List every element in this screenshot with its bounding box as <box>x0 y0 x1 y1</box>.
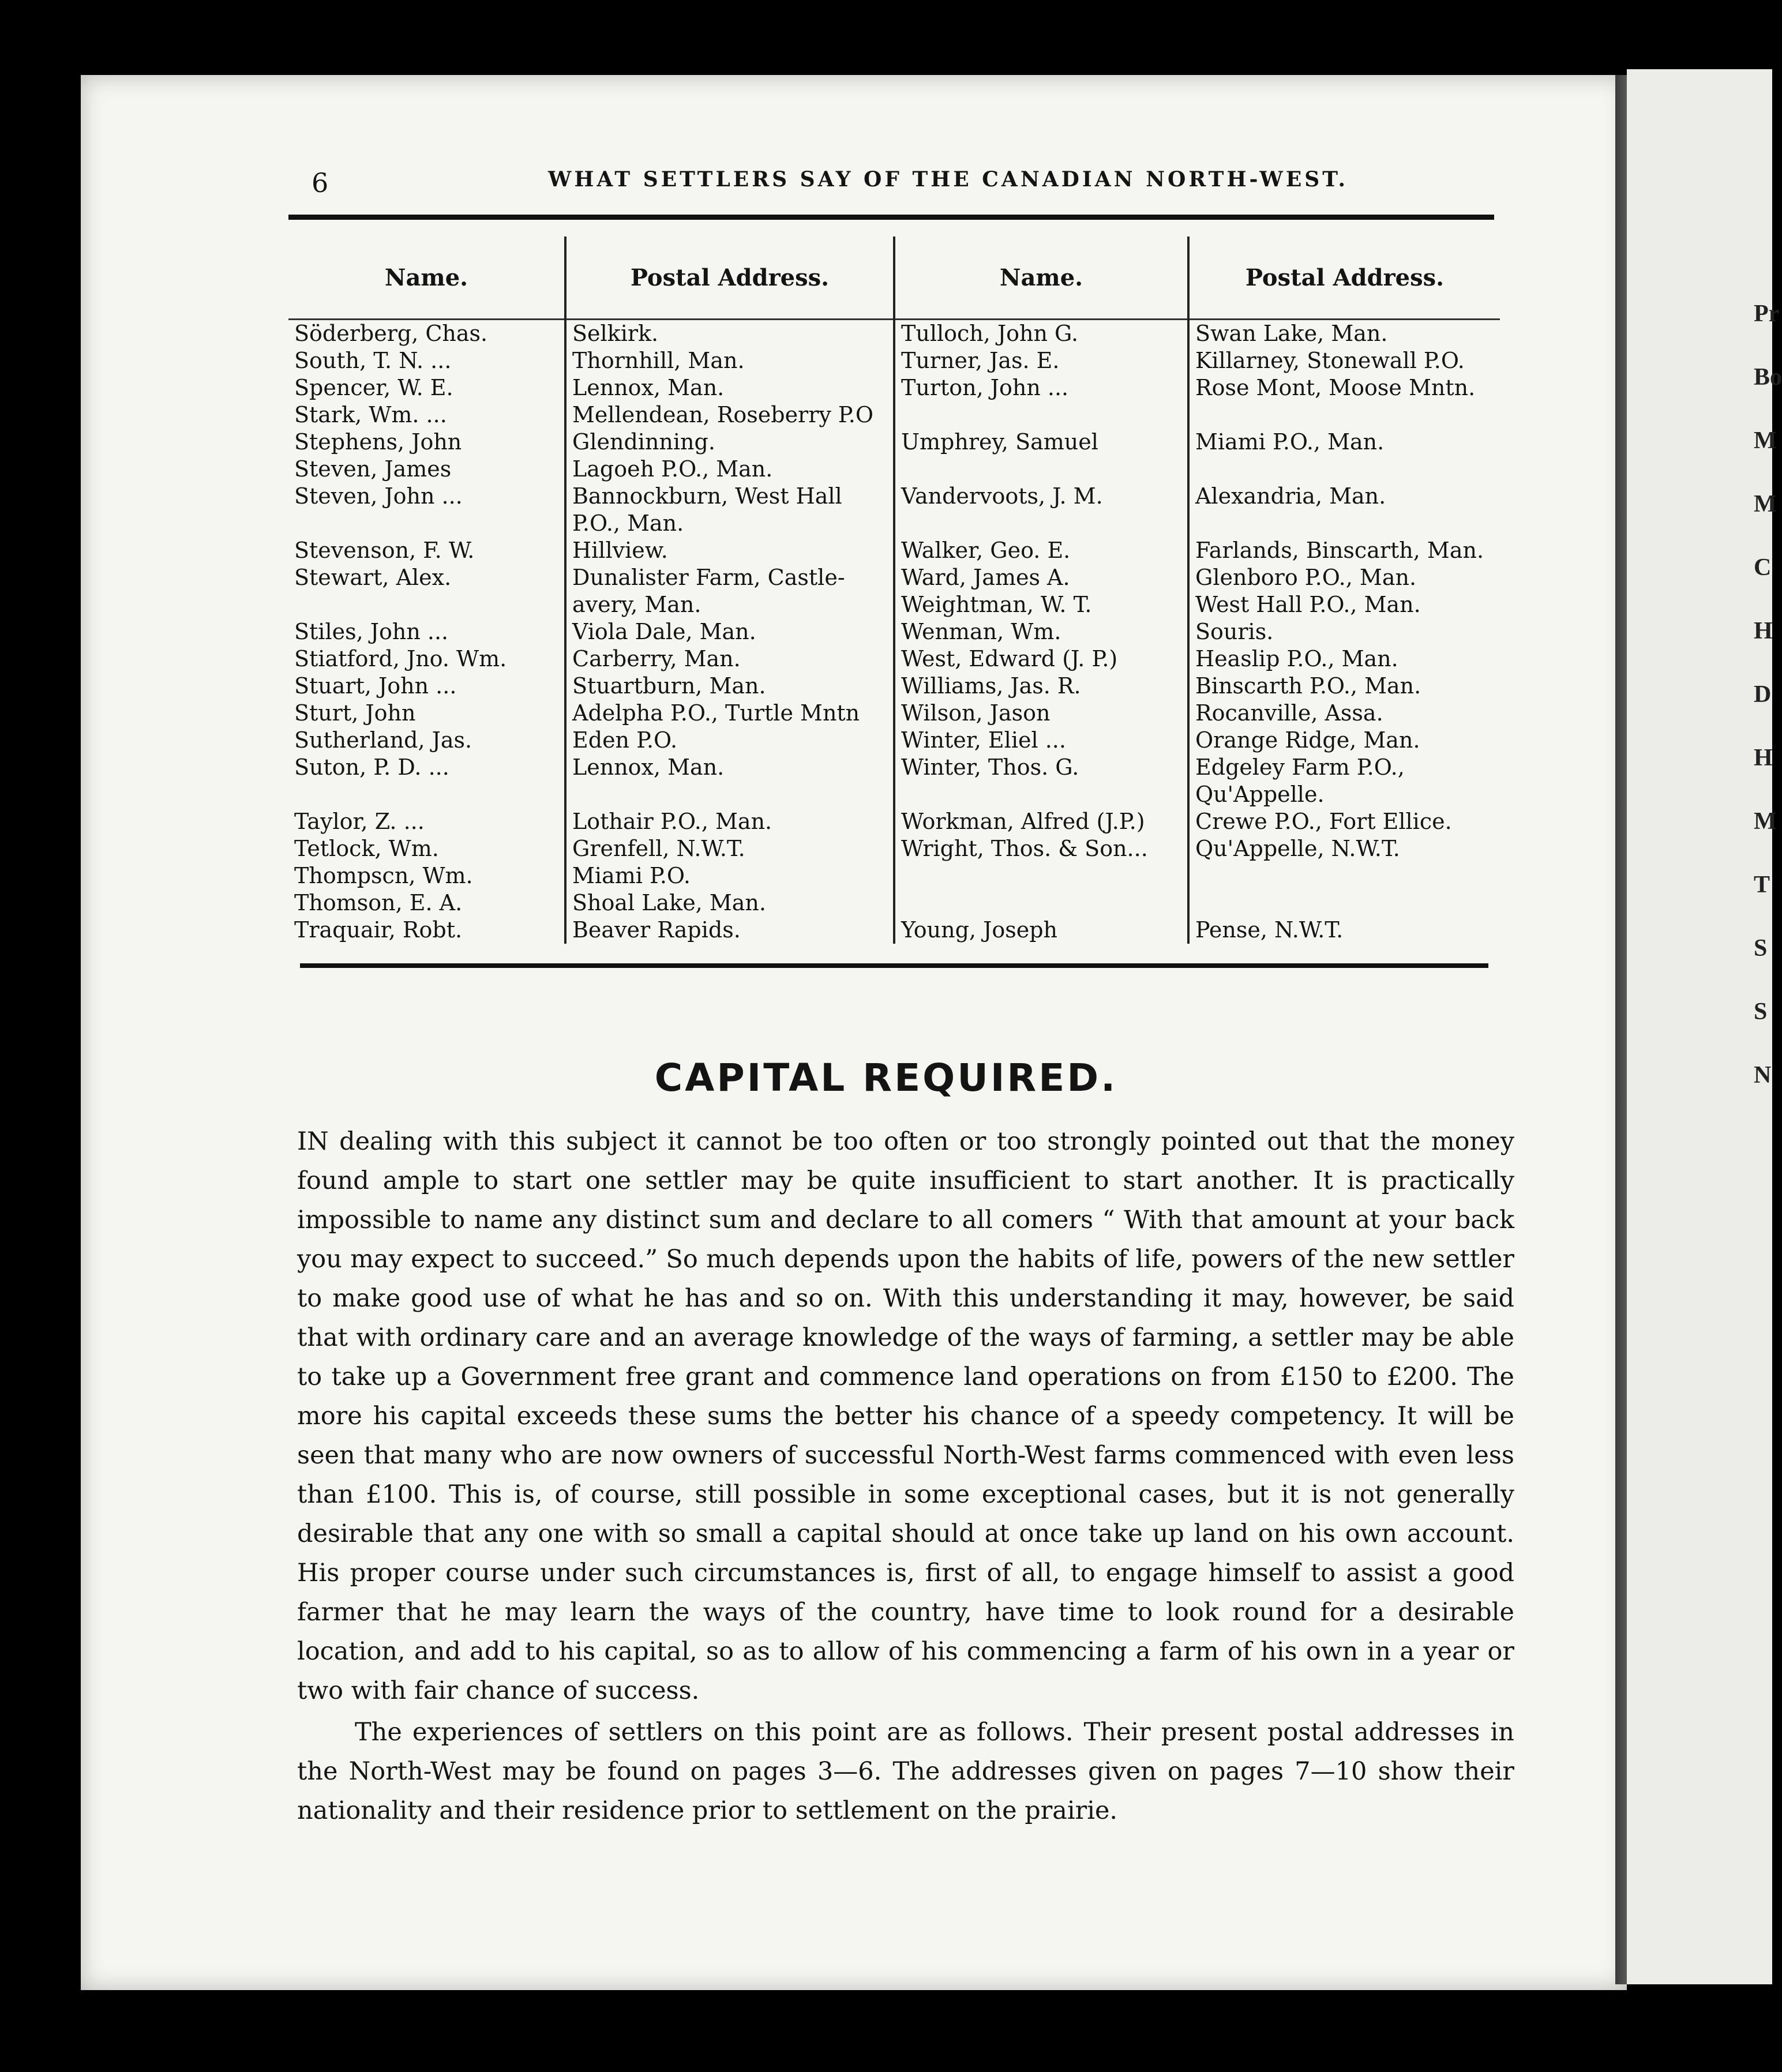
table-row <box>288 727 1500 754</box>
postal-address-text: Killarney, Stonewall P.O. <box>1195 348 1465 373</box>
settler-name-text: Vandervoots, J. M. <box>901 483 1103 509</box>
settler-name <box>288 835 565 862</box>
postal-address <box>1188 645 1500 673</box>
settler-name-text: Williams, Jas. R. <box>901 673 1081 699</box>
postal-address-text: Dunalister Farm, Castle- <box>572 565 845 590</box>
table-row <box>288 347 1500 374</box>
settler-name-text: Winter, Thos. G. <box>901 755 1079 780</box>
postal-address <box>565 862 894 889</box>
postal-address-text: Carberry, Man. <box>572 646 741 671</box>
settler-name <box>288 781 565 808</box>
settler-name-text: Steven, James <box>294 456 452 482</box>
settler-name-text: Wilson, Jason <box>901 700 1051 726</box>
settler-name <box>894 456 1188 483</box>
postal-address-text: Souris. <box>1195 619 1274 644</box>
settler-name <box>288 917 565 944</box>
postal-address <box>1188 808 1500 835</box>
postal-address <box>1188 537 1500 564</box>
settler-name <box>894 591 1188 618</box>
table-row <box>288 862 1500 889</box>
settler-name <box>288 591 565 618</box>
adjacent-letter: D <box>1754 681 1772 708</box>
postal-address <box>565 645 894 673</box>
postal-address-text: Crewe P.O., Fort Ellice. <box>1195 809 1452 834</box>
postal-address-text: Beaver Rapids. <box>572 917 741 943</box>
postal-address-text: Selkirk. <box>572 321 659 346</box>
settler-name-text: Stephens, John <box>294 429 462 455</box>
settler-name <box>894 483 1188 510</box>
settler-name <box>288 347 565 374</box>
postal-address-text: Lennox, Man. <box>572 755 725 780</box>
postal-address <box>1188 673 1500 700</box>
postal-address-text: West Hall P.O., Man. <box>1195 592 1421 617</box>
settler-name <box>894 401 1188 429</box>
settler-name <box>288 483 565 510</box>
postal-address <box>565 808 894 835</box>
postal-address-text: Adelpha P.O., Turtle Mntn <box>572 700 860 726</box>
settler-name <box>288 456 565 483</box>
postal-address-text: Qu'Appelle, N.W.T. <box>1195 836 1400 861</box>
postal-address <box>565 564 894 591</box>
settler-name <box>894 510 1188 537</box>
settler-name-text: South, T. N. ... <box>294 348 452 373</box>
adjacent-letter: H <box>1754 618 1773 644</box>
postal-address <box>1188 862 1500 889</box>
settler-name-text: Sutherland, Jas. <box>294 727 472 753</box>
settler-name <box>894 618 1188 645</box>
postal-address <box>1188 429 1500 456</box>
postal-address <box>1188 374 1500 401</box>
table-row <box>288 510 1500 537</box>
postal-address-text: avery, Man. <box>572 592 701 617</box>
postal-address-text: Pense, N.W.T. <box>1195 917 1344 943</box>
settler-name-text: Tetlock, Wm. <box>294 836 439 861</box>
settler-name <box>288 862 565 889</box>
postal-address <box>565 347 894 374</box>
settler-name <box>288 645 565 673</box>
paragraph-1: IN dealing with this subject it cannot be too often or too strongly pointed out that the money found ample to start one settler may be quite insufficient to start another. It is practically impossible to name any distinct sum and declare to all comers “ With that amount at your back you may expect to succeed.” So much depends upon the habits of life, powers of the new settler to make good use of what he has and so on. With this understanding it may, however, be said that with ordinary care and an average knowledge of the ways of farming, a settler may be able to take up a Government free grant and commence land operations on from £150 to £200. The more his capital exceeds these sums the better his chance of a speedy competency. It will be seen that many who are now owners of successful North-West farms commenced with even less than £100. This is, of course, still possible in some exceptional cases, but it is not generally desirable that any one with so small a capital should at once take up land on his own account. His proper course under such circumstances is, first of all, to engage himself to assist a good farmer that he may learn the ways of the country, have time to look round for a desirable location, and add to his capital, so as to allow of his commencing a farm of his own in a year or two with fair chance of success. <box>297 1127 1514 1705</box>
postal-address <box>1188 781 1500 808</box>
postal-address-text: Rose Mont, Moose Mntn. <box>1195 375 1476 400</box>
settler-name <box>894 429 1188 456</box>
settlers-table-body <box>288 320 1500 944</box>
table-row <box>288 483 1500 510</box>
settler-name-text: Weightman, W. T. <box>901 592 1092 617</box>
adjacent-page-letters <box>1754 300 1782 1125</box>
adjacent-letter: Pr <box>1754 301 1780 327</box>
postal-address <box>565 374 894 401</box>
settler-name <box>288 727 565 754</box>
settler-name-text: Stewart, Alex. <box>294 565 452 590</box>
settler-name <box>894 564 1188 591</box>
table-row <box>288 889 1500 917</box>
settler-name <box>288 889 565 917</box>
postal-address <box>565 320 894 348</box>
postal-address-text: Thornhill, Man. <box>572 348 745 373</box>
settler-name <box>894 645 1188 673</box>
settler-name <box>288 808 565 835</box>
settler-name-text: Tulloch, John G. <box>901 321 1079 346</box>
settler-name <box>288 374 565 401</box>
postal-address <box>565 889 894 917</box>
settler-name-text: Söderberg, Chas. <box>294 321 488 346</box>
table-row <box>288 564 1500 591</box>
settler-name <box>288 564 565 591</box>
postal-address <box>1188 754 1500 781</box>
postal-address <box>565 673 894 700</box>
postal-address-text: Orange Ridge, Man. <box>1195 727 1420 753</box>
table-row <box>288 401 1500 429</box>
postal-address <box>1188 510 1500 537</box>
settler-name <box>894 862 1188 889</box>
table-row <box>288 618 1500 645</box>
table-row <box>288 781 1500 808</box>
settler-name-text: Stevenson, F. W. <box>294 538 475 563</box>
table-bottom-rule <box>300 963 1488 968</box>
postal-address <box>1188 483 1500 510</box>
header-name-right: Name. <box>894 237 1188 320</box>
postal-address <box>1188 564 1500 591</box>
settler-name <box>288 429 565 456</box>
adjacent-letter: H <box>1754 745 1773 771</box>
settler-name-text: Thomson, E. A. <box>294 890 463 915</box>
postal-address <box>565 591 894 618</box>
postal-address <box>1188 591 1500 618</box>
settler-name-text: Young, Joseph <box>901 917 1057 943</box>
settler-name <box>894 673 1188 700</box>
table-row <box>288 917 1500 944</box>
settler-name-text: Wright, Thos. & Son... <box>901 836 1148 861</box>
postal-address-text: Lagoeh P.O., Man. <box>572 456 773 482</box>
settler-name <box>288 673 565 700</box>
postal-address <box>1188 320 1500 348</box>
postal-address <box>1188 456 1500 483</box>
settler-name-text: Stiles, John ... <box>294 619 449 644</box>
settler-name <box>894 347 1188 374</box>
adjacent-letter: M <box>1754 808 1777 835</box>
postal-address <box>1188 889 1500 917</box>
postal-address-text: Lennox, Man. <box>572 375 725 400</box>
table-row <box>288 754 1500 781</box>
settler-name-text: Steven, John ... <box>294 483 463 509</box>
header-address-left: Postal Address. <box>565 237 894 320</box>
section-title: CAPITAL REQUIRED. <box>654 1056 1118 1100</box>
table-row <box>288 700 1500 727</box>
postal-address <box>565 917 894 944</box>
adjacent-letter: Bo <box>1754 364 1782 391</box>
settler-name-text: Walker, Geo. E. <box>901 538 1071 563</box>
settler-name <box>894 781 1188 808</box>
header-name-left: Name. <box>288 237 565 320</box>
table-row <box>288 673 1500 700</box>
table-row <box>288 537 1500 564</box>
settler-name <box>894 320 1188 348</box>
postal-address <box>565 537 894 564</box>
adjacent-page <box>1627 69 1782 1984</box>
postal-address <box>1188 700 1500 727</box>
settler-name <box>894 808 1188 835</box>
adjacent-letter: S <box>1754 935 1768 962</box>
postal-address <box>565 510 894 537</box>
postal-address <box>565 700 894 727</box>
postal-address <box>565 429 894 456</box>
settler-name <box>288 754 565 781</box>
settler-name <box>894 374 1188 401</box>
adjacent-letter: T <box>1754 872 1770 898</box>
settler-name-text: Turton, John ... <box>901 375 1069 400</box>
settler-name-text: Sturt, John <box>294 700 416 726</box>
postal-address <box>565 483 894 510</box>
settler-name <box>894 754 1188 781</box>
postal-address-text: Glendinning. <box>572 429 715 455</box>
postal-address <box>1188 618 1500 645</box>
postal-address <box>1188 835 1500 862</box>
postal-address-text: P.O., Man. <box>572 511 684 536</box>
postal-address-text: Bannockburn, West Hall <box>572 483 842 509</box>
table-row <box>288 374 1500 401</box>
postal-address <box>565 727 894 754</box>
postal-address <box>565 754 894 781</box>
settler-name <box>894 889 1188 917</box>
settler-name-text: Taylor, Z. ... <box>294 809 425 834</box>
settlers-table <box>288 237 1500 944</box>
postal-address <box>565 781 894 808</box>
table-row <box>288 320 1500 348</box>
settler-name-text: Wenman, Wm. <box>901 619 1061 644</box>
settler-name-text: Spencer, W. E. <box>294 375 453 400</box>
settler-name <box>894 917 1188 944</box>
settler-name-text: Stark, Wm. ... <box>294 402 447 427</box>
postal-address-text: Hillview. <box>572 538 668 563</box>
postal-address-text: Grenfell, N.W.T. <box>572 836 745 861</box>
postal-address <box>565 456 894 483</box>
settler-name <box>288 401 565 429</box>
settler-name-text: Workman, Alfred (J.P.) <box>901 809 1145 834</box>
settler-name-text: West, Edward (J. P.) <box>901 646 1118 671</box>
table-top-rule <box>288 215 1494 220</box>
postal-address-text: Eden P.O. <box>572 727 678 753</box>
postal-address-text: Binscarth P.O., Man. <box>1195 673 1421 699</box>
paragraph-2: The experiences of settlers on this point are as follows. Their present postal addresses in the North-West may be found on pages 3—6. The addresses given on pages 7—10 show their nationality and their residence prior to settlement on the prairie. <box>297 1718 1514 1825</box>
table-row <box>288 645 1500 673</box>
postal-address-text: Heaslip P.O., Man. <box>1195 646 1398 671</box>
postal-address-text: Viola Dale, Man. <box>572 619 756 644</box>
settler-name-text: Ward, James A. <box>901 565 1070 590</box>
settler-name <box>894 727 1188 754</box>
settler-name <box>288 320 565 348</box>
postal-address <box>565 618 894 645</box>
postal-address-text: Stuartburn, Man. <box>572 673 766 699</box>
settler-name-text: Stuart, John ... <box>294 673 457 699</box>
postal-address <box>1188 917 1500 944</box>
postal-address-text: Farlands, Binscarth, Man. <box>1195 538 1484 563</box>
postal-address-text: Lothair P.O., Man. <box>572 809 772 834</box>
postal-address <box>1188 347 1500 374</box>
postal-address-text: Shoal Lake, Man. <box>572 890 766 915</box>
table-row <box>288 429 1500 456</box>
section-body <box>297 1122 1514 1830</box>
settler-name <box>288 510 565 537</box>
page-number: 6 <box>312 167 332 198</box>
settler-name <box>894 537 1188 564</box>
settler-name <box>288 700 565 727</box>
postal-address-text: Qu'Appelle. <box>1195 782 1325 807</box>
settler-name-text: Thompscn, Wm. <box>294 863 473 888</box>
postal-address-text: Edgeley Farm P.O., <box>1195 755 1405 780</box>
adjacent-letter: M <box>1754 427 1777 454</box>
postal-address-text: Alexandria, Man. <box>1195 483 1386 509</box>
postal-address-text: Rocanville, Assa. <box>1195 700 1383 726</box>
table-row <box>288 456 1500 483</box>
settler-name-text: Traquair, Robt. <box>294 917 463 943</box>
settler-name <box>288 618 565 645</box>
settler-name-text: Suton, P. D. ... <box>294 755 449 780</box>
settler-name-text: Stiatford, Jno. Wm. <box>294 646 507 671</box>
settler-name <box>288 537 565 564</box>
settler-name-text: Umphrey, Samuel <box>901 429 1098 455</box>
postal-address <box>565 835 894 862</box>
postal-address-text: Mellendean, Roseberry P.O <box>572 402 874 427</box>
adjacent-letter: N <box>1754 1062 1772 1088</box>
table-row <box>288 835 1500 862</box>
settler-name <box>894 700 1188 727</box>
table-row <box>288 591 1500 618</box>
postal-address <box>1188 727 1500 754</box>
postal-address <box>565 401 894 429</box>
adjacent-letter: C <box>1754 554 1772 581</box>
postal-address-text: Miami P.O. <box>572 863 691 888</box>
postal-address-text: Swan Lake, Man. <box>1195 321 1388 346</box>
table-row <box>288 808 1500 835</box>
header-address-right: Postal Address. <box>1188 237 1500 320</box>
postal-address-text: Glenboro P.O., Man. <box>1195 565 1417 590</box>
running-title: WHAT SETTLERS SAY OF THE CANADIAN NORTH-WEST. <box>548 167 1348 192</box>
settler-name <box>894 835 1188 862</box>
postal-address-text: Miami P.O., Man. <box>1195 429 1385 455</box>
postal-address <box>1188 401 1500 429</box>
adjacent-letter: S <box>1754 999 1768 1025</box>
settler-name-text: Winter, Eliel ... <box>901 727 1066 753</box>
settler-name-text: Turner, Jas. E. <box>901 348 1060 373</box>
adjacent-letter: M <box>1754 491 1777 517</box>
